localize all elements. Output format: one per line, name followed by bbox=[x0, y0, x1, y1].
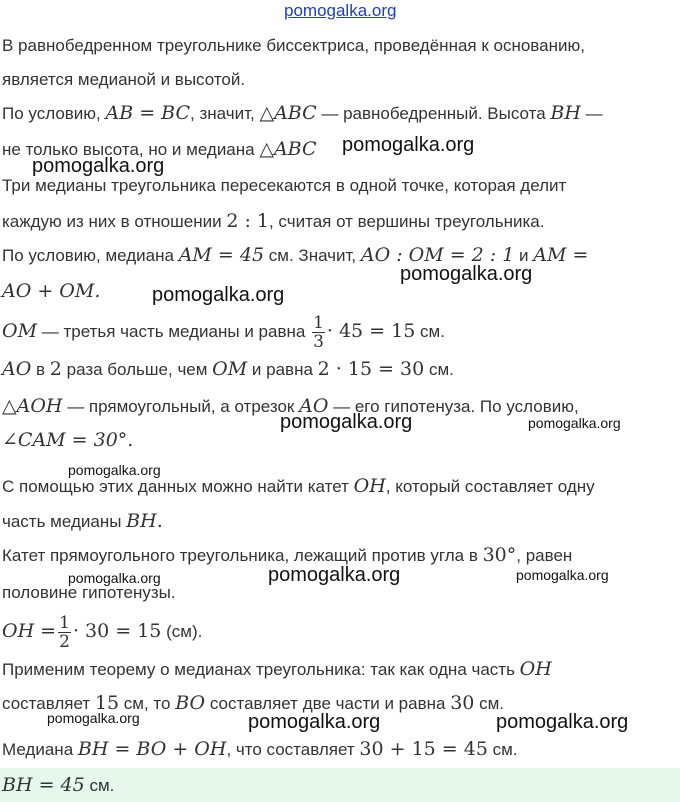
watermark-text: pomogalka.org bbox=[496, 711, 629, 733]
text-line-8: AO + OM. bbox=[2, 280, 101, 302]
watermark-text: pomogalka.org bbox=[68, 462, 161, 478]
watermark-text: pomogalka.org bbox=[47, 710, 140, 726]
watermark-text: pomogalka.org bbox=[32, 155, 165, 177]
watermark-text: pomogalka.org bbox=[342, 134, 475, 156]
watermark-text: pomogalka.org bbox=[268, 564, 401, 586]
text-line-18: Применим теорему о медианах треугольника: так как одна часть OH bbox=[2, 658, 552, 680]
text-line-17: OH = $\frac{1}{2}$ · 30 = 15 (см). bbox=[2, 613, 203, 652]
top-watermark-link[interactable]: pomogalka.org bbox=[284, 1, 397, 20]
text-line-5: Три медианы треугольника пересекаются в одной точке, которая делит bbox=[2, 176, 567, 195]
fraction-one-half: $\frac{1}{2}$ bbox=[59, 613, 70, 652]
text-line-10: AO в 2 раза больше, чем OM и равна 2 · 15 = 30 см. bbox=[2, 358, 454, 380]
text-line-16: половине гипотенузы. bbox=[2, 583, 176, 602]
text-line-4: не только высота, но и медиана △ABC bbox=[2, 138, 317, 160]
text-line-19: составляет 15 см, то BO составляет две части и равна 30 см. bbox=[2, 692, 505, 714]
text-line-3: По условию, AB = BC, значит, △ABC — равнобедренный. Высота BH — bbox=[2, 102, 603, 124]
fraction-one-third: $\frac{1}{3}$ bbox=[313, 313, 324, 352]
watermark-text: pomogalka.org bbox=[152, 284, 285, 306]
answer-line: BH = 45 см. bbox=[2, 774, 115, 796]
watermark-text: pomogalka.org bbox=[528, 415, 621, 431]
text-line-13: С помощью этих данных можно найти катет OH, который составляет одну bbox=[2, 475, 595, 497]
text-line-20: Медиана BH = BO + OH, что составляет 30 + 15 = 45 см. bbox=[2, 738, 518, 760]
watermark-text: pomogalka.org bbox=[68, 570, 161, 586]
text-line-12: ∠CAM = 30°. bbox=[2, 429, 134, 451]
text-line-15: Катет прямоугольного треугольника, лежащий против угла в 30°, равен bbox=[2, 544, 573, 566]
text-line-11: △AOH — прямоугольный, а отрезок AO — его гипотенуза. По условию, bbox=[2, 395, 579, 417]
watermark-text: pomogalka.org bbox=[248, 711, 381, 733]
watermark-text: pomogalka.org bbox=[280, 411, 413, 433]
text-line-1: В равнобедренном треугольнике биссектриса, проведённая к основанию, bbox=[2, 36, 585, 55]
watermark-text: pomogalka.org bbox=[400, 263, 533, 285]
text-line-7: По условию, медиана AM = 45 см. Значит, AO : OM = 2 : 1 и AM = bbox=[2, 244, 589, 266]
text-line-9: OM — третья часть медианы и равна $\frac{1}{3}$ · 45 = 15 см. bbox=[2, 313, 445, 352]
text-line-6: каждую из них в отношении 2 : 1, считая от вершины треугольника. bbox=[2, 210, 545, 232]
text-line-14: часть медианы BH. bbox=[2, 510, 163, 532]
text-line-2: является медианой и высотой. bbox=[2, 70, 246, 89]
watermark-text: pomogalka.org bbox=[516, 567, 609, 583]
